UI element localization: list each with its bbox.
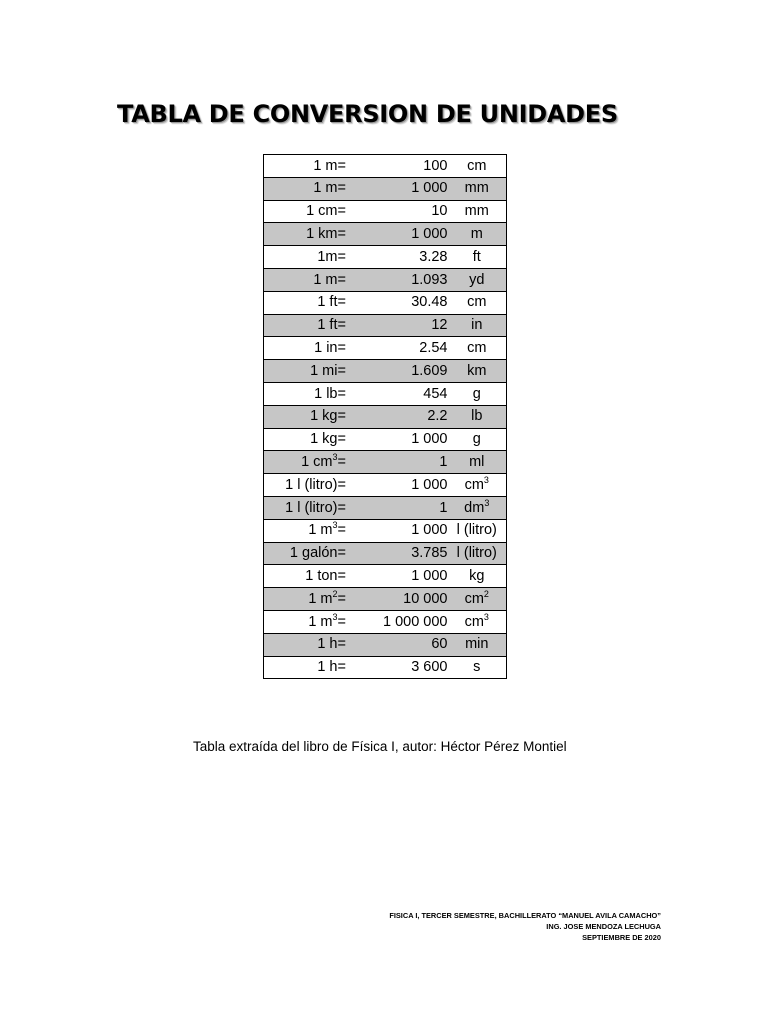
row-equals-text: = xyxy=(337,385,346,402)
row-equals-text: = xyxy=(337,659,346,676)
row-equals-text: = xyxy=(337,294,346,311)
table-row xyxy=(264,451,507,474)
row-equals xyxy=(338,588,362,611)
row-value-text: 1 000 xyxy=(411,180,448,197)
row-unit-text: g xyxy=(472,431,481,448)
row-quantity-text: 1 ft xyxy=(317,294,338,311)
row-quantity-text: 1 kg xyxy=(310,431,338,448)
row-unit xyxy=(448,337,507,360)
row-unit-text: m xyxy=(470,226,483,243)
row-quantity-text: 1 m xyxy=(313,157,338,174)
unit-exponent: 3 xyxy=(484,497,490,508)
row-equals xyxy=(338,565,362,588)
unit-exponent: 2 xyxy=(483,588,489,599)
row-value-text: 1 xyxy=(439,454,448,470)
quantity-exponent: 3 xyxy=(332,611,338,622)
row-equals-text: = xyxy=(337,408,346,425)
row-unit-text: km xyxy=(467,362,487,379)
row-equals xyxy=(338,223,362,246)
row-quantity xyxy=(264,588,338,611)
row-quantity xyxy=(264,451,338,474)
row-equals-text: = xyxy=(337,362,346,379)
table-row xyxy=(264,610,507,633)
table-row xyxy=(264,405,507,428)
row-unit xyxy=(448,177,507,200)
row-equals xyxy=(338,200,362,223)
row-quantity-text: 1 m xyxy=(308,613,333,630)
row-value xyxy=(362,200,448,223)
row-value xyxy=(362,155,448,178)
row-value-text: 12 xyxy=(431,317,448,334)
row-quantity xyxy=(264,633,338,656)
table-row xyxy=(264,177,507,200)
row-unit-text: yd xyxy=(469,271,485,288)
row-equals xyxy=(338,291,362,314)
row-unit xyxy=(448,428,507,451)
row-equals xyxy=(338,405,362,428)
row-equals-text: = xyxy=(337,340,346,357)
row-quantity-text: 1 m xyxy=(313,180,338,197)
row-value-text: 2.54 xyxy=(419,340,448,357)
row-value-text: 1 000 xyxy=(411,567,448,584)
row-value-text: 3.785 xyxy=(411,545,448,562)
row-value-text: 10 000 xyxy=(403,590,448,607)
table-row xyxy=(264,382,507,405)
table-row xyxy=(264,246,507,269)
table-row xyxy=(264,588,507,611)
row-unit-text: mm xyxy=(464,203,489,220)
row-equals-text: = xyxy=(337,248,346,265)
table-row xyxy=(264,565,507,588)
row-equals-text: = xyxy=(337,271,346,288)
row-unit xyxy=(448,223,507,246)
row-equals xyxy=(338,268,362,291)
row-quantity-text: 1 m xyxy=(308,590,333,607)
row-value-text: 1 000 xyxy=(411,431,448,448)
row-equals xyxy=(338,542,362,565)
row-value-text: 1.093 xyxy=(411,271,448,288)
row-value xyxy=(362,223,448,246)
row-quantity-text: 1 mi xyxy=(310,362,338,379)
row-value xyxy=(362,474,448,497)
row-quantity-text: 1 lb xyxy=(314,385,338,402)
row-equals-text: = xyxy=(337,545,346,562)
row-value xyxy=(362,565,448,588)
row-quantity-text: 1 m xyxy=(313,271,338,288)
row-unit-text: in xyxy=(471,317,483,334)
table-row xyxy=(264,474,507,497)
row-unit xyxy=(448,633,507,656)
row-equals-text: = xyxy=(337,454,346,470)
row-unit-text: cm xyxy=(467,340,487,357)
row-unit-text: ml xyxy=(469,454,485,470)
row-quantity xyxy=(264,519,338,542)
row-unit-text: cm xyxy=(464,613,484,630)
row-quantity-text: 1 h xyxy=(317,659,338,676)
row-quantity xyxy=(264,496,338,519)
table-row xyxy=(264,291,507,314)
row-value-text: 1 000 000 xyxy=(382,613,448,630)
row-quantity-text: 1 ton xyxy=(305,567,338,584)
row-equals xyxy=(338,314,362,337)
page-title: TABLA DE CONVERSION DE UNIDADES xyxy=(117,100,618,128)
table-row xyxy=(264,223,507,246)
row-unit xyxy=(448,496,507,519)
footer-course-line: FISICA I, TERCER SEMESTRE, BACHILLERATO “MANUEL AVILA CAMACHO” xyxy=(389,911,661,920)
row-value xyxy=(362,656,448,679)
row-equals-text: = xyxy=(337,590,346,607)
row-value xyxy=(362,519,448,542)
unit-exponent: 3 xyxy=(483,611,489,622)
row-value xyxy=(362,588,448,611)
conversion-table-body xyxy=(264,155,507,679)
row-unit xyxy=(448,314,507,337)
row-equals xyxy=(338,633,362,656)
row-equals-text: = xyxy=(337,317,346,334)
source-caption: Tabla extraída del libro de Física I, autor: Héctor Pérez Montiel xyxy=(193,739,567,754)
row-equals-text: = xyxy=(337,613,346,630)
row-value-text: 1 000 xyxy=(411,476,448,493)
row-quantity xyxy=(264,291,338,314)
row-quantity-text: 1 l (litro) xyxy=(285,476,338,493)
table-row xyxy=(264,314,507,337)
row-equals xyxy=(338,382,362,405)
row-equals xyxy=(338,428,362,451)
quantity-exponent: 3 xyxy=(332,520,338,531)
row-value-text: 100 xyxy=(423,157,448,174)
row-quantity-text: 1m xyxy=(317,248,338,265)
row-value xyxy=(362,496,448,519)
row-quantity xyxy=(264,314,338,337)
table-row xyxy=(264,519,507,542)
row-quantity xyxy=(264,337,338,360)
row-quantity xyxy=(264,246,338,269)
quantity-exponent: 2 xyxy=(332,588,338,599)
row-value xyxy=(362,610,448,633)
row-equals xyxy=(338,360,362,383)
row-quantity xyxy=(264,360,338,383)
row-unit xyxy=(448,474,507,497)
row-unit-text: cm xyxy=(467,157,487,174)
row-quantity-text: 1 h xyxy=(317,636,338,653)
row-unit xyxy=(448,268,507,291)
row-equals xyxy=(338,610,362,633)
table-row xyxy=(264,542,507,565)
row-quantity xyxy=(264,200,338,223)
row-quantity-text: 1 galón xyxy=(289,545,338,562)
row-value xyxy=(362,177,448,200)
row-equals-text: = xyxy=(337,226,346,243)
row-quantity-text: 1 in xyxy=(314,340,338,357)
table-row xyxy=(264,633,507,656)
row-quantity xyxy=(264,155,338,178)
row-equals-text: = xyxy=(337,180,346,197)
row-quantity xyxy=(264,428,338,451)
row-quantity xyxy=(264,223,338,246)
row-value-text: 2.2 xyxy=(427,408,448,425)
table-row xyxy=(264,268,507,291)
row-unit-text: ft xyxy=(472,248,481,265)
row-unit xyxy=(448,360,507,383)
row-unit xyxy=(448,291,507,314)
row-quantity xyxy=(264,610,338,633)
row-value-text: 30.48 xyxy=(411,294,448,311)
row-unit-text: dm xyxy=(464,499,485,516)
row-quantity-text: 1 ft xyxy=(317,317,338,334)
quantity-exponent: 3 xyxy=(332,452,338,462)
row-equals xyxy=(338,496,362,519)
row-unit xyxy=(448,155,507,178)
table-row xyxy=(264,428,507,451)
row-value-text: 3 600 xyxy=(411,659,448,676)
row-unit xyxy=(448,246,507,269)
row-equals-text: = xyxy=(337,476,346,493)
row-quantity xyxy=(264,382,338,405)
row-equals xyxy=(338,519,362,542)
row-unit xyxy=(448,656,507,679)
row-quantity xyxy=(264,474,338,497)
table-row xyxy=(264,200,507,223)
row-equals-text: = xyxy=(337,522,346,539)
row-equals-text: = xyxy=(337,157,346,174)
row-unit-text: l (litro) xyxy=(456,545,497,562)
row-quantity xyxy=(264,656,338,679)
row-equals-text: = xyxy=(337,203,346,220)
row-unit-text: cm xyxy=(464,590,484,607)
footer xyxy=(389,910,661,943)
row-value xyxy=(362,428,448,451)
row-quantity xyxy=(264,177,338,200)
row-unit xyxy=(448,565,507,588)
row-quantity xyxy=(264,268,338,291)
row-quantity-text: 1 kg xyxy=(310,408,338,425)
row-value xyxy=(362,291,448,314)
row-value-text: 60 xyxy=(431,636,448,653)
row-value xyxy=(362,314,448,337)
row-unit xyxy=(448,382,507,405)
row-quantity-text: 1 cm xyxy=(306,203,338,220)
row-equals xyxy=(338,177,362,200)
row-equals xyxy=(338,337,362,360)
row-value xyxy=(362,451,448,474)
row-quantity-text: 1 m xyxy=(308,522,333,539)
unit-exponent: 3 xyxy=(483,474,489,485)
row-quantity xyxy=(264,565,338,588)
table-row xyxy=(264,360,507,383)
row-value-text: 1 000 xyxy=(411,522,448,539)
row-value-text: 454 xyxy=(423,385,448,402)
row-unit xyxy=(448,610,507,633)
row-unit-text: cm xyxy=(464,476,484,493)
row-unit-text: g xyxy=(472,385,481,402)
table-row xyxy=(264,337,507,360)
row-unit-text: cm xyxy=(467,294,487,311)
row-unit xyxy=(448,519,507,542)
row-unit-text: mm xyxy=(464,180,489,197)
row-quantity-text: 1 km xyxy=(306,226,338,243)
row-value xyxy=(362,633,448,656)
row-value-text: 1 000 xyxy=(411,226,448,243)
row-value-text: 1 xyxy=(439,499,448,516)
row-quantity-text: 1 l (litro) xyxy=(285,499,338,516)
row-quantity xyxy=(264,405,338,428)
row-equals xyxy=(338,656,362,679)
row-equals-text: = xyxy=(337,499,346,516)
row-value xyxy=(362,360,448,383)
row-value-text: 10 xyxy=(431,203,448,220)
row-equals xyxy=(338,246,362,269)
row-value xyxy=(362,268,448,291)
row-unit xyxy=(448,542,507,565)
row-unit-text: s xyxy=(473,659,481,676)
row-unit xyxy=(448,405,507,428)
row-value xyxy=(362,337,448,360)
row-equals xyxy=(338,451,362,474)
table-row xyxy=(264,496,507,519)
row-value-text: 1.609 xyxy=(411,362,448,379)
row-value-text: 3.28 xyxy=(419,248,448,265)
table-row xyxy=(264,656,507,679)
row-value xyxy=(362,382,448,405)
footer-date-line: SEPTIEMBRE DE 2020 xyxy=(582,933,661,942)
row-unit-text: l (litro) xyxy=(456,522,497,539)
row-unit-text: kg xyxy=(469,567,485,584)
row-unit xyxy=(448,200,507,223)
row-value xyxy=(362,246,448,269)
row-quantity xyxy=(264,542,338,565)
row-equals-text: = xyxy=(337,567,346,584)
row-value xyxy=(362,542,448,565)
conversion-table xyxy=(263,154,507,679)
row-unit xyxy=(448,588,507,611)
row-unit-text: lb xyxy=(471,408,483,425)
row-equals xyxy=(338,155,362,178)
row-unit-text: min xyxy=(465,636,489,653)
row-quantity-text: 1 cm xyxy=(301,454,333,470)
row-equals xyxy=(338,474,362,497)
row-value xyxy=(362,405,448,428)
row-unit xyxy=(448,451,507,474)
row-equals-text: = xyxy=(337,431,346,448)
footer-author-line: ING. JOSE MENDOZA LECHUGA xyxy=(546,922,661,931)
row-equals-text: = xyxy=(337,636,346,653)
table-row xyxy=(264,155,507,178)
